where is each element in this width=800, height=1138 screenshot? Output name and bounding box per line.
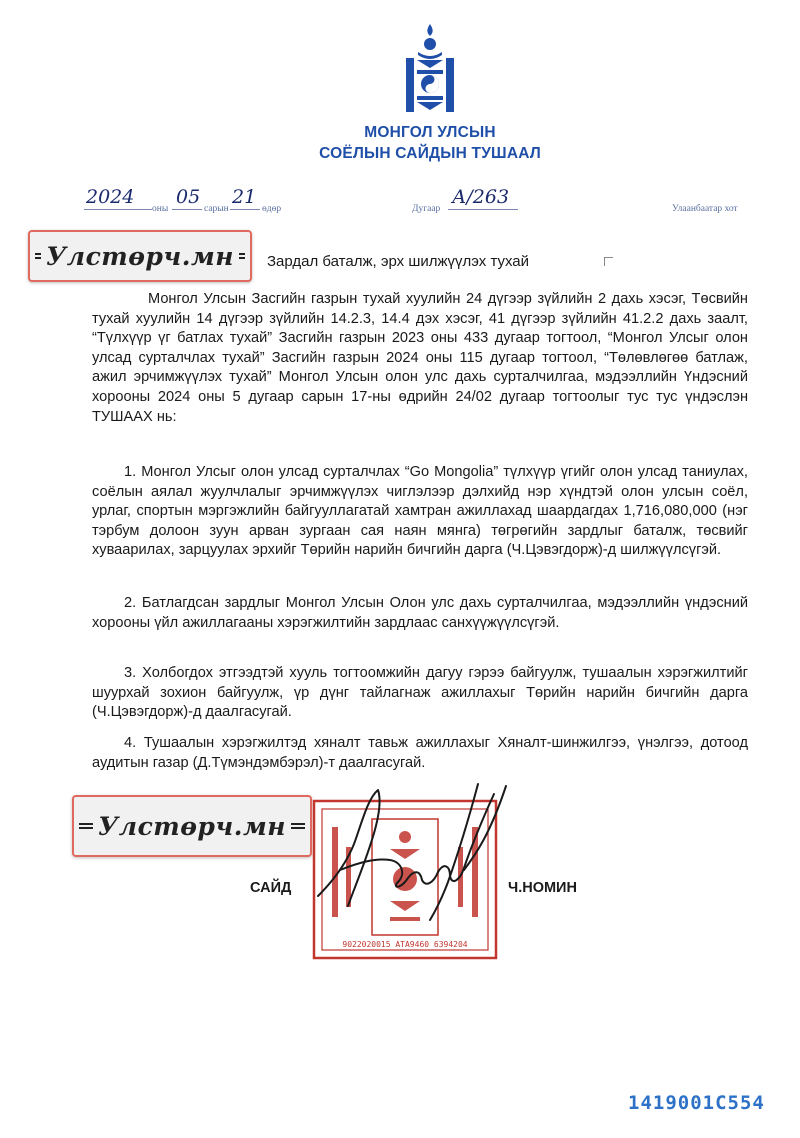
corner-mark (604, 257, 613, 266)
year-underline (84, 209, 152, 210)
watermark-deco-icon (79, 821, 93, 831)
watermark-badge (28, 230, 252, 282)
city-label: Улаанбаатар хот (672, 204, 738, 214)
day-label: өдөр (262, 204, 282, 214)
order-item-1: 1. Монгол Улсыг олон улсад сурталчлах “Go Mongolia” түлхүүр үгийг олон улсад таниулах, соёлын аялал жуулчлалыг эрчимжүүлэх чиглэлээр дэлхийд нэр хүндтэй олон улсын соёл, урлаг, спортын мэргэжлийн байгууллагатай хамтран ажиллахад шаардагдах 1,716,080,000 (нэг тэрбум долоон зуун арван зургаан сая наян мянга) төгрөгийн зардлыг баталж, төсвийг хуваарилах, зарцуулах эрхийг Төрийн нарийн бичгийн дарга (Ч.Цэвэгдорж)-д шилжүүлсүгэй. (92, 464, 748, 559)
signer-title: САЙД (250, 880, 292, 896)
order-item-4: 4. Тушаалын хэрэгжилтэд хяналт тавьж ажиллахыг Хяналт-шинжилгээ, үнэлгээ, дотоод аудитын газар (Д.Түмэндэмбэрэл)-т даалгасугай. (92, 735, 748, 771)
watermark-deco-icon (291, 821, 305, 831)
watermark-deco-icon (35, 251, 41, 261)
day-underline (230, 209, 260, 210)
handwritten-signature (310, 778, 520, 928)
item-3-block (92, 664, 748, 723)
watermark-text-2: Улстөрч.мн (98, 811, 286, 841)
month-label: сарын (204, 204, 229, 214)
item-1-block (92, 463, 748, 561)
preamble-paragraph: Монгол Улсын Засгийн газрын тухай хуулийн 24 дүгээр зүйлийн 2 дахь хэсэг, Төсвийн тухай хуулийн 14 дүгээр зүйлийн 14.2.3, 14.4 дэх хэсэг, 41 дүгээр зүйлийн 41.2.2 дахь заалт, “Түлхүүр үг батлах тухай” Засгийн газрын 2023 оны 433 дугаар тогтоол, “Монгол Улсыг олон улсад сурталчлах тухай” Засгийн газрын 2024 оны 115 дугаар тогтоол, “Төлөвлөгөө батлаж, ажил эрчимжүүлэх тухай” Монгол Улсын олон улс дахь сурталчилгаа, мэдээллийн Үндэсний хорооны 2024 оны 5 дугаар сарын 17-ны өдрийн 24/02 дугаар тогтоолыг тус тус үндэслэн ТУШААХ нь: (92, 291, 748, 425)
year-label: оны (152, 204, 169, 214)
date-year: 2024 (86, 186, 135, 208)
order-item-2: 2. Батлагдсан зардлыг Монгол Улсын Олон улс дахь сурталчилгаа, мэдээллийн үндэсний хорооны үйл ажиллагааны хэрэгжилтийн зардлаас санхүүжүүлсүгэй. (92, 595, 748, 631)
document-serial: 1419001С554 (628, 1092, 765, 1114)
order-number: А/263 (452, 186, 510, 208)
soyombo-emblem-icon (404, 22, 456, 114)
number-underline (448, 209, 518, 210)
date-day: 21 (232, 186, 257, 208)
watermark-badge-2 (72, 795, 312, 857)
seal-codes: 9022020015 АТА9460 6394204 (342, 940, 468, 949)
item-4-block (92, 734, 748, 773)
header-line-1: МОНГОЛ УЛСЫН (364, 124, 496, 141)
item-2-block (92, 594, 748, 633)
month-underline (172, 209, 202, 210)
signer-name: Ч.НОМИН (508, 880, 577, 896)
watermark-text: Улстөрч.мн (46, 241, 234, 271)
preamble-block (92, 290, 748, 427)
date-month: 05 (176, 186, 201, 208)
number-label: Дугаар (412, 204, 441, 214)
order-subject: Зардал баталж, эрх шилжүүлэх тухай (267, 253, 530, 270)
header-line-2: СОЁЛЫН САЙДЫН ТУШААЛ (319, 145, 541, 162)
order-item-3: 3. Холбогдох этгээдтэй хууль тогтоомжийн дагуу гэрээ байгуулж, тушаалын хэрэгжилтийг шуурхай зохион байгуулж, үр дүнг тайлагнаж ажиллахыг Төрийн нарийн бичгийн дарга (Ч.Цэвэгдорж)-д даалгасугай. (92, 665, 748, 721)
watermark-deco-icon (239, 251, 245, 261)
